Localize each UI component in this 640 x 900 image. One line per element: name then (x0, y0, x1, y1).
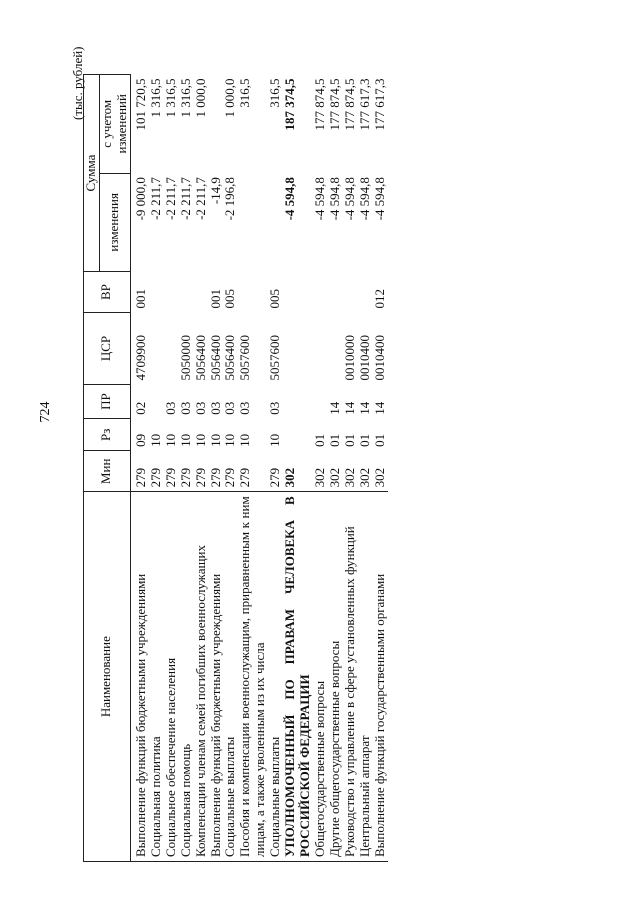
table-header (84, 75, 131, 862)
table-row (164, 75, 179, 862)
row-change (238, 173, 268, 272)
row-total: 187 374,5 (282, 78, 298, 131)
row-pr: 03 (192, 401, 208, 415)
row-name: Центральный аппарат (358, 492, 373, 862)
row-total: 177 874,5 (341, 78, 357, 131)
table-row (343, 75, 358, 862)
row-vr: 012 (371, 289, 387, 309)
row-name: Социальная помощь (179, 492, 194, 862)
row-rz: 01 (371, 433, 387, 447)
row-change: -4 594,8 (371, 177, 387, 221)
row-csr: 0010400 (356, 334, 372, 381)
row-vr: 001 (132, 289, 148, 309)
row-rz: 10 (207, 433, 223, 447)
row-change: -2 211,7 (192, 177, 208, 220)
row-name: УПОЛНОМОЧЕННЫЙ ПО ПРАВАМ ЧЕЛОВЕКА В РОССИЙСКОЙ ФЕДЕРАЦИИ (283, 492, 313, 862)
row-rz: 01 (312, 433, 328, 447)
row-rz: 10 (177, 433, 193, 447)
row-csr (283, 313, 313, 385)
table-row (238, 75, 268, 862)
row-csr (164, 313, 179, 385)
row-csr: 5057600 (237, 334, 253, 381)
row-pr: 03 (162, 401, 178, 415)
row-change: -14,9 (207, 177, 223, 205)
row-vr (343, 272, 358, 313)
table-row (149, 75, 164, 862)
header-sum: Сумма (84, 75, 100, 272)
row-csr: 5056400 (207, 334, 223, 381)
row-rz: 10 (162, 433, 178, 447)
table-row (313, 75, 328, 862)
row-vr: 005 (267, 289, 283, 309)
table-row (373, 75, 388, 862)
row-csr: 0010000 (341, 334, 357, 381)
row-pr: 14 (327, 401, 342, 415)
header-with-changes: с учетом изменений (99, 75, 130, 174)
row-min: 279 (147, 467, 163, 488)
row-pr: 14 (341, 401, 357, 415)
row-rz: 10 (237, 433, 253, 447)
row-rz (283, 419, 313, 451)
row-change: -4 594,8 (327, 177, 342, 221)
header-min: Мин (84, 451, 131, 492)
row-name: Выполнение функций бюджетными учреждениями (130, 492, 148, 862)
row-vr (179, 272, 194, 313)
row-change: -4 594,8 (341, 177, 357, 221)
row-min: 302 (312, 467, 328, 488)
row-change: -4 594,8 (356, 177, 372, 221)
row-total: 177 617,3 (356, 78, 372, 131)
row-min: 279 (132, 467, 148, 488)
row-name: Руководство и управление в сфере установленных функций (343, 492, 358, 862)
header-pr: ПР (84, 384, 131, 418)
row-vr (328, 272, 343, 313)
row-min: 279 (162, 467, 178, 488)
header-rz: Рз (84, 419, 131, 451)
row-min: 279 (207, 467, 223, 488)
row-rz: 10 (192, 433, 208, 447)
row-min: 279 (177, 467, 193, 488)
row-change: -2 211,7 (147, 177, 163, 220)
table-row (283, 75, 313, 862)
row-rz: 01 (356, 433, 372, 447)
header-changes: изменения (99, 173, 130, 272)
row-total: 1 000,0 (222, 78, 238, 118)
row-name: Социальные выплаты (223, 492, 238, 862)
row-min: 279 (267, 467, 283, 488)
row-total: 1 000,0 (192, 78, 208, 118)
table-row (179, 75, 194, 862)
row-total: 1 316,5 (147, 78, 163, 118)
row-total: 177 617,3 (371, 78, 387, 131)
row-name: Социальные выплаты (268, 492, 283, 862)
row-rz: 01 (327, 433, 342, 447)
row-vr (358, 272, 373, 313)
row-pr (149, 384, 164, 418)
row-csr: 5056400 (192, 334, 208, 381)
table-row (194, 75, 209, 862)
table-row (130, 75, 148, 862)
row-name: Пособия и компенсации военнослужащим, приравненным к ним лицам, а также уволенным из их числа (238, 492, 268, 862)
row-name: Выполнение функций государственными органами (373, 492, 388, 862)
row-change: -2 196,8 (222, 177, 238, 221)
row-name: Компенсации членам семей погибших военнослужащих (194, 492, 209, 862)
row-csr: 4709900 (132, 334, 148, 381)
page-number: 724 (38, 401, 53, 423)
row-total: 177 874,5 (327, 78, 342, 131)
row-min: 279 (192, 467, 208, 488)
row-vr (313, 272, 328, 313)
row-pr: 02 (132, 401, 148, 415)
header-name: Наименование (84, 492, 131, 862)
row-csr: 5057600 (267, 334, 283, 381)
row-pr: 03 (207, 401, 223, 415)
row-min: 302 (356, 467, 372, 488)
table-row (268, 75, 283, 862)
header-vr: ВР (84, 272, 131, 313)
row-name: Общегосударственные вопросы (313, 492, 328, 862)
row-min: 302 (282, 467, 298, 488)
table-row (209, 75, 224, 862)
row-csr: 0010400 (371, 334, 387, 381)
row-name: Социальная политика (149, 492, 164, 862)
row-min: 302 (341, 467, 357, 488)
row-total: 316,5 (267, 78, 283, 108)
row-change: -4 594,8 (312, 177, 328, 221)
row-min: 279 (237, 467, 253, 488)
row-change: -2 211,7 (177, 177, 193, 220)
row-name: Выполнение функций бюджетными учреждениями (209, 492, 224, 862)
row-total (209, 75, 224, 174)
row-change: -4 594,8 (282, 177, 298, 221)
row-pr: 14 (356, 401, 372, 415)
row-total: 316,5 (237, 78, 253, 108)
row-total: 177 874,5 (312, 78, 328, 131)
row-pr: 14 (371, 401, 387, 415)
row-change: -2 211,7 (162, 177, 178, 220)
row-rz: 10 (222, 433, 238, 447)
row-name: Другие общегосударственные вопросы (328, 492, 343, 862)
row-csr: 5050000 (177, 334, 193, 381)
header-csr: ЦСР (84, 313, 131, 385)
row-csr (313, 313, 328, 385)
row-pr: 03 (267, 401, 283, 415)
table-row (223, 75, 238, 862)
row-min: 302 (327, 467, 342, 488)
row-pr: 03 (237, 401, 253, 415)
row-total: 1 316,5 (177, 78, 193, 118)
row-pr: 03 (177, 401, 193, 415)
row-vr (149, 272, 164, 313)
row-rz: 10 (267, 433, 283, 447)
row-vr (164, 272, 179, 313)
row-total: 101 720,5 (132, 78, 148, 131)
row-total: 1 316,5 (162, 78, 178, 118)
row-pr (313, 384, 328, 418)
row-change: -9 000,0 (132, 177, 148, 221)
row-rz: 09 (132, 433, 148, 447)
budget-table (83, 74, 388, 862)
table-body (130, 75, 387, 862)
row-change (268, 173, 283, 272)
row-rz: 10 (147, 433, 163, 447)
table-row (328, 75, 343, 862)
row-vr: 005 (222, 289, 238, 309)
row-pr (283, 384, 313, 418)
row-min: 279 (222, 467, 238, 488)
row-min: 302 (371, 467, 387, 488)
row-vr: 001 (207, 289, 223, 309)
row-csr (149, 313, 164, 385)
row-name: Социальное обеспечение населения (164, 492, 179, 862)
row-csr: 5056400 (222, 334, 238, 381)
row-pr: 03 (222, 401, 238, 415)
row-vr (238, 272, 268, 313)
row-csr (328, 313, 343, 385)
row-vr (194, 272, 209, 313)
table-row (358, 75, 373, 862)
units-label: (тыс. рублей) (70, 46, 85, 120)
row-vr (283, 272, 313, 313)
row-rz: 01 (341, 433, 357, 447)
